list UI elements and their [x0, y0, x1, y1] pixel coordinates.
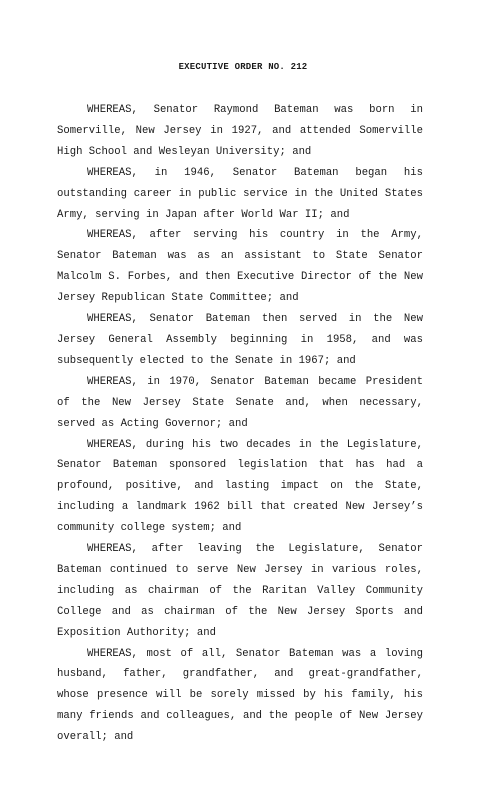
whereas-paragraph-5: WHEREAS, in 1970, Senator Bateman became President of the New Jersey State Senate and, when necessary, served as Acting Governor; and: [57, 375, 423, 430]
document-body: [57, 100, 423, 748]
whereas-paragraph-4: WHEREAS, Senator Bateman then served in the New Jersey General Assembly beginning in 1958, and was subsequently elected to the Senate in 1967; and: [57, 313, 423, 367]
whereas-paragraph-6: WHEREAS, during his two decades in the Legislature, Senator Bateman sponsored legislation that has had a profound, positive, and lasting impact on the State, including a landmark 1962 bill that created New Jersey’s community college system; and: [57, 438, 423, 535]
document-title: EXECUTIVE ORDER NO. 212: [178, 62, 308, 72]
whereas-paragraph-7: WHEREAS, after leaving the Legislature, Senator Bateman continued to serve New Jersey in various roles, including as chairman of the Raritan Valley Community College and as chairman of the New Jersey Sports and Exposition Authority; and: [57, 543, 423, 639]
whereas-paragraph-2: WHEREAS, in 1946, Senator Bateman began his outstanding career in public service in the United States Army, serving in Japan after World War II; and: [57, 166, 423, 221]
whereas-paragraph-8: WHEREAS, most of all, Senator Bateman was a loving husband, father, grandfather, and great-grandfather, whose presence will be sorely missed by his family, his many friends and colleagues, and the people of New Jersey overall; and: [57, 647, 423, 744]
whereas-paragraph-3: WHEREAS, after serving his country in the Army, Senator Bateman was as an assistant to State Senator Malcolm S. Forbes, and then Executive Director of the New Jersey Republican State Committee; and: [57, 229, 423, 305]
whereas-paragraph-1: WHEREAS, Senator Raymond Bateman was born in Somerville, New Jersey in 1927, and attended Somerville High School and Wesleyan University; and: [57, 104, 423, 158]
